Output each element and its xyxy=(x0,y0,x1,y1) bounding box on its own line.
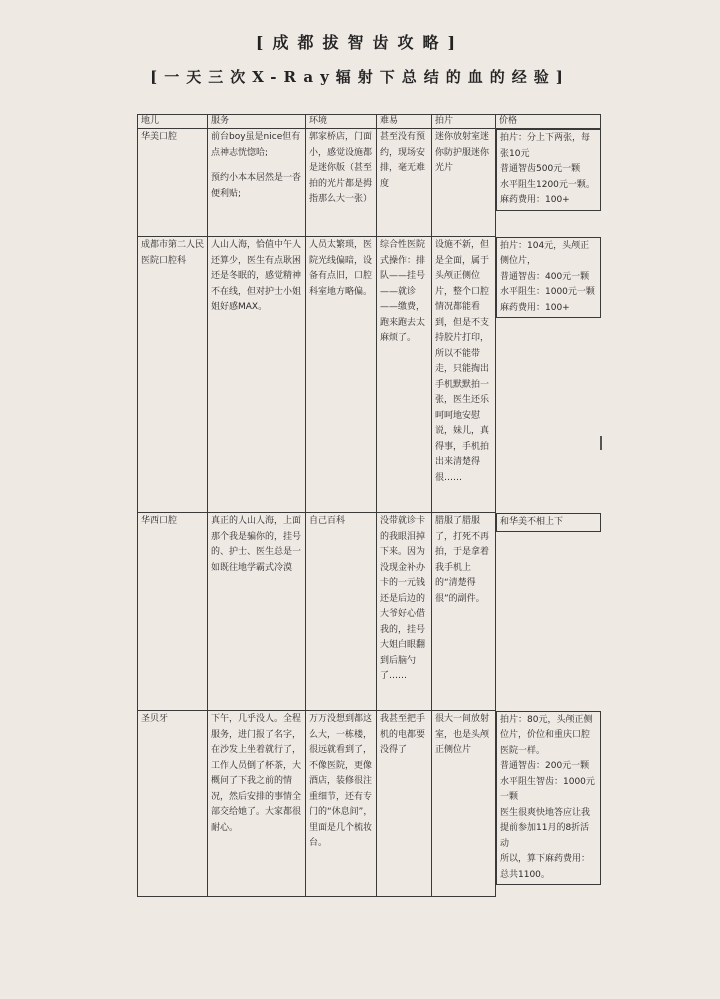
table-row xyxy=(138,711,601,897)
header-service: 服务 xyxy=(208,115,306,129)
cell-xray: 迷你放射室迷你防护服迷你光片 xyxy=(432,129,496,237)
cell-place: 华美口腔 xyxy=(138,129,208,237)
cell-service-line-1: 前台boy虽是nice但有点神志恍惚哈; xyxy=(211,132,301,158)
cell-service-line-2: 预约小本本居然是一沓便利贴; xyxy=(211,173,302,199)
cell-price: 拍片：分上下两张，每张10元 普通智齿500元一颗 水平阻生1200元一颗。 麻药费用：100+ xyxy=(496,129,601,211)
table-header-row xyxy=(138,115,601,129)
cell-difficulty: 综合性医院式操作：排队——挂号——就诊——缴费，跑来跑去太麻烦了。 xyxy=(377,237,432,513)
cell-service: 下午，几乎没人。全程服务，进门报了名字，在沙发上坐着就行了，工作人员倒了杯茶，大概问了下我之前的情况，然后安排的事情全部交给她了。大家都很耐心。 xyxy=(208,711,306,897)
cell-environment: 人员太繁琐，医院光线偏暗，设备有点旧，口腔科室地方略偏。 xyxy=(306,237,377,513)
cell-environment: 万万没想到都这么大，一栋楼，很远就看到了，不像医院，更像酒店，装修很注重细节，还有专门的“休息间”，里面是几个梳妆台。 xyxy=(306,711,377,897)
header-environment: 环境 xyxy=(306,115,377,129)
page-subtitle: [一天三次X-Ray辐射下总结的血的经验] xyxy=(150,68,570,86)
cell-price: 拍片：104元，头颅正侧位片， 普通智齿：400元一颗 水平阻生：1000元一颗 麻药费用：100+ xyxy=(496,237,601,319)
cell-service: 真正的人山人海，上面那个我是骗你的，挂号的、护士、医生总是一如既往地学霸式冷漠 xyxy=(208,513,306,711)
cell-service: 人山人海，恰值中午人还算少，医生有点耿困还是冬眠的，感觉精神不在线，但对护士小姐姐好感MAX。 xyxy=(208,237,306,513)
cell-xray: 很大一间放射室，也是头颅正侧位片 xyxy=(432,711,496,897)
header-xray: 拍片 xyxy=(432,115,496,129)
table-row xyxy=(138,129,601,237)
cell-difficulty: 我甚至把手机的电都要没得了 xyxy=(377,711,432,897)
table-row xyxy=(138,237,601,513)
cell-difficulty: 甚至没有预约，现场安排，毫无难度 xyxy=(377,129,432,237)
table-edge-mark xyxy=(600,436,602,450)
table-row xyxy=(138,513,601,711)
guide-table xyxy=(137,114,601,897)
cell-place: 圣贝牙 xyxy=(138,711,208,897)
header-place: 地儿 xyxy=(138,115,208,129)
header-price: 价格 xyxy=(496,115,601,129)
cell-place: 成都市第二人民医院口腔科 xyxy=(138,237,208,513)
page-title: [成都拔智齿攻略] xyxy=(255,33,465,52)
cell-environment: 郭家桥店，门面小，感觉设施都是迷你版（甚至拍的光片都是拇指那么大一张） xyxy=(306,129,377,237)
cell-environment: 自己百科 xyxy=(306,513,377,711)
cell-xray: 腊服了腊服了，打死不再拍，于是拿着我手机上的“清楚得很”的副件。 xyxy=(432,513,496,711)
header-difficulty: 难易 xyxy=(377,115,432,129)
cell-difficulty: 没带就诊卡的我眼泪掉下来。因为没现金补办卡的一元钱还是后边的大爷好心借我的，挂号大姐白眼翻到后脑勺了…… xyxy=(377,513,432,711)
cell-price: 和华美不相上下 xyxy=(496,513,601,533)
cell-xray: 设施不新，但是全面，属于头颅正侧位片，整个口腔情况都能看到，但是不支持胶片打印，所以不能带走，只能掏出手机默默拍一张，医生还乐呵呵地安慰说，妹儿，真得事，手机拍出来清楚得很…… xyxy=(432,237,496,513)
cell-price: 拍片：80元，头颅正侧位片，价位和重庆口腔医院一样。 普通智齿：200元一颗 水平阻生智齿：1000元一颗 医生很爽快地答应让我提前参加11月的8折活动 所以，算下麻药费用：总共1100。 xyxy=(496,711,601,886)
cell-place: 华西口腔 xyxy=(138,513,208,711)
cell-service xyxy=(208,129,306,237)
